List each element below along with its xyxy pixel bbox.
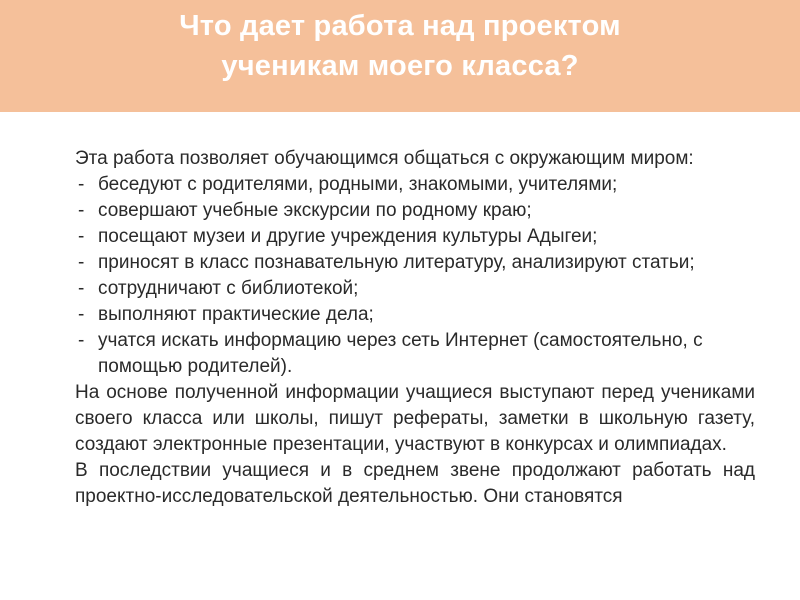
- list-item-text: приносят в класс познавательную литературу, анализируют статьи;: [98, 252, 695, 273]
- slide-body: [75, 146, 755, 510]
- bullet-dash: -: [78, 226, 85, 247]
- list-item: [75, 276, 755, 302]
- paragraph-continuation: В последствии учащиеся и в среднем звене продолжают работать над проектно-исследовательской деятельностью. Они становятся: [75, 460, 755, 507]
- title-banner: [0, 0, 800, 112]
- list-item: [75, 250, 755, 276]
- list-item-text: посещают музеи и другие учреждения культуры Адыгеи;: [98, 226, 598, 247]
- paragraph-results: На основе полученной информации учащиеся выступают перед учениками своего класса или школы, пишут рефераты, заметки в школьную газету, создают электронные презентации, участвуют в конкурсах и олимпиадах.: [75, 382, 755, 455]
- list-item: [75, 328, 755, 380]
- list-item: [75, 302, 755, 328]
- slide-title-line-1: Что дает работа над проектом: [179, 10, 621, 42]
- activity-list: [75, 172, 755, 380]
- intro-text: Эта работа позволяет обучающимся общаться с окружающим миром:: [75, 148, 694, 169]
- bullet-dash: -: [78, 278, 85, 299]
- list-item-text: сотрудничают с библиотекой;: [98, 278, 359, 299]
- list-item: [75, 172, 755, 198]
- slide-title: [0, 6, 800, 86]
- slide-title-line-2: ученикам моего класса?: [221, 50, 579, 82]
- bullet-dash: -: [78, 200, 85, 221]
- list-item-text: выполняют практические дела;: [98, 304, 374, 325]
- list-item: [75, 198, 755, 224]
- bullet-dash: -: [78, 252, 85, 273]
- list-item-text: совершают учебные экскурсии по родному краю;: [98, 200, 532, 221]
- list-item: [75, 224, 755, 250]
- bullet-dash: -: [78, 174, 85, 195]
- bullet-dash: -: [78, 304, 85, 325]
- bullet-dash: -: [78, 330, 85, 351]
- list-item-text: беседуют с родителями, родными, знакомыми, учителями;: [98, 174, 618, 195]
- list-item-text: учатся искать информацию через сеть Интернет (самостоятельно, с помощью родителей).: [98, 330, 703, 377]
